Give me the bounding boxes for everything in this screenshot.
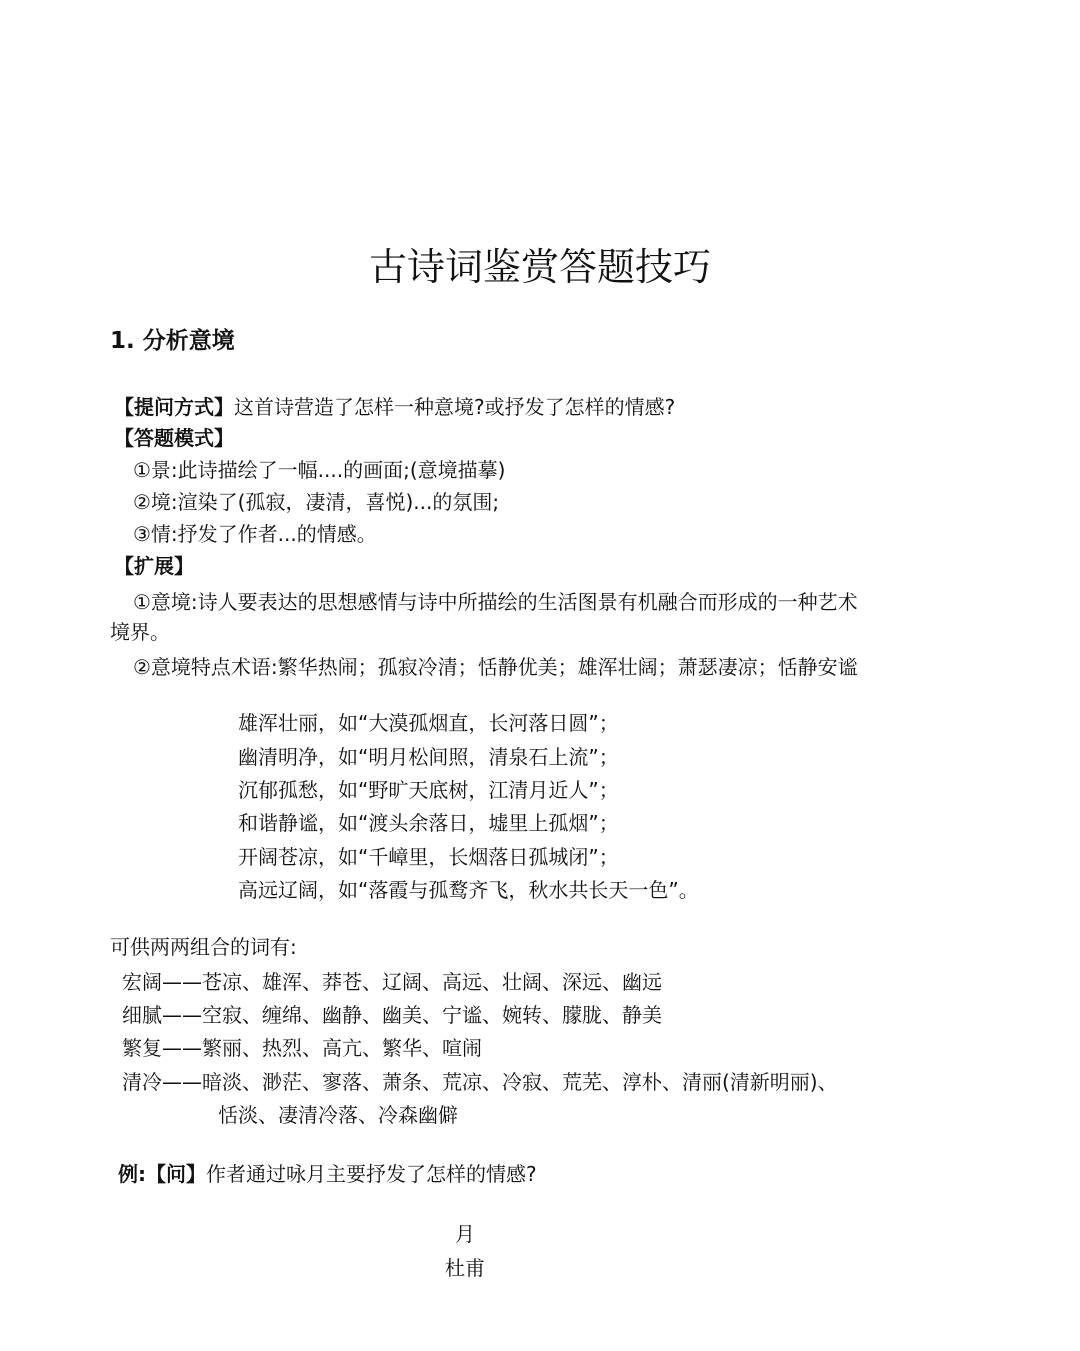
pattern-item: ①景:此诗描绘了一幅....的画面;(意境描摹) — [133, 458, 506, 482]
poem-title: 月 — [455, 1222, 475, 1246]
pattern-label: 【答题模式】 — [114, 426, 234, 450]
section-heading: 1. 分析意境 — [110, 328, 235, 354]
combo-row: 清冷——暗淡、渺茫、寥落、萧条、荒凉、冷寂、荒芜、淳朴、清丽(清新明丽)、 — [122, 1070, 838, 1094]
expand-definition: ①意境:诗人要表达的思想感情与诗中所描绘的生活图景有机融合而形成的一种艺术 — [133, 590, 858, 614]
expand-label: 【扩展】 — [114, 554, 194, 578]
combo-row: 繁复——繁丽、热烈、高亢、繁华、喧闹 — [122, 1036, 482, 1060]
example-line: 开阔苍凉，如“千嶂里，长烟落日孤城闭”； — [238, 845, 619, 869]
ask-text: 这首诗营造了怎样一种意境?或抒发了怎样的情感? — [234, 395, 676, 419]
question-text: 作者通过咏月主要抒发了怎样的情感? — [206, 1162, 537, 1186]
expand-terms: ②意境特点术语:繁华热闹；孤寂冷清；恬静优美；雄浑壮阔；萧瑟凄凉；恬静安谧 — [133, 655, 858, 679]
pattern-item: ②境:渲染了(孤寂，凄清，喜悦)...的氛围; — [133, 490, 500, 514]
example-line: 沉郁孤愁，如“野旷天底树，江清月近人”； — [238, 778, 619, 802]
ask-line — [114, 390, 675, 424]
pattern-item: ③情:抒发了作者...的情感。 — [133, 522, 377, 546]
question-line — [118, 1157, 537, 1191]
question-prefix: 例:【问】 — [118, 1162, 206, 1186]
example-line: 高远辽阔，如“落霞与孤鹜齐飞，秋水共长天一色”。 — [238, 878, 699, 902]
example-line: 和谐静谧，如“渡头余落日，墟里上孤烟”； — [238, 811, 619, 835]
combos-intro: 可供两两组合的词有: — [110, 935, 297, 959]
expand-definition-cont: 境界。 — [110, 620, 170, 644]
example-line: 幽清明净，如“明月松间照，清泉石上流”； — [238, 745, 619, 769]
combo-row: 细腻——空寂、缠绵、幽静、幽美、宁谧、婉转、朦胧、静美 — [122, 1003, 662, 1027]
combo-row-cont: 恬淡、凄清冷落、冷森幽僻 — [218, 1103, 458, 1127]
combo-row: 宏阔——苍凉、雄浑、莽苍、辽阔、高远、壮阔、深远、幽远 — [122, 970, 662, 994]
document-title: 古诗词鉴赏答题技巧 — [368, 245, 711, 289]
example-line: 雄浑壮丽，如“大漠孤烟直，长河落日圆”； — [238, 711, 619, 735]
ask-label: 【提问方式】 — [114, 395, 234, 419]
poem-author: 杜甫 — [445, 1256, 485, 1280]
